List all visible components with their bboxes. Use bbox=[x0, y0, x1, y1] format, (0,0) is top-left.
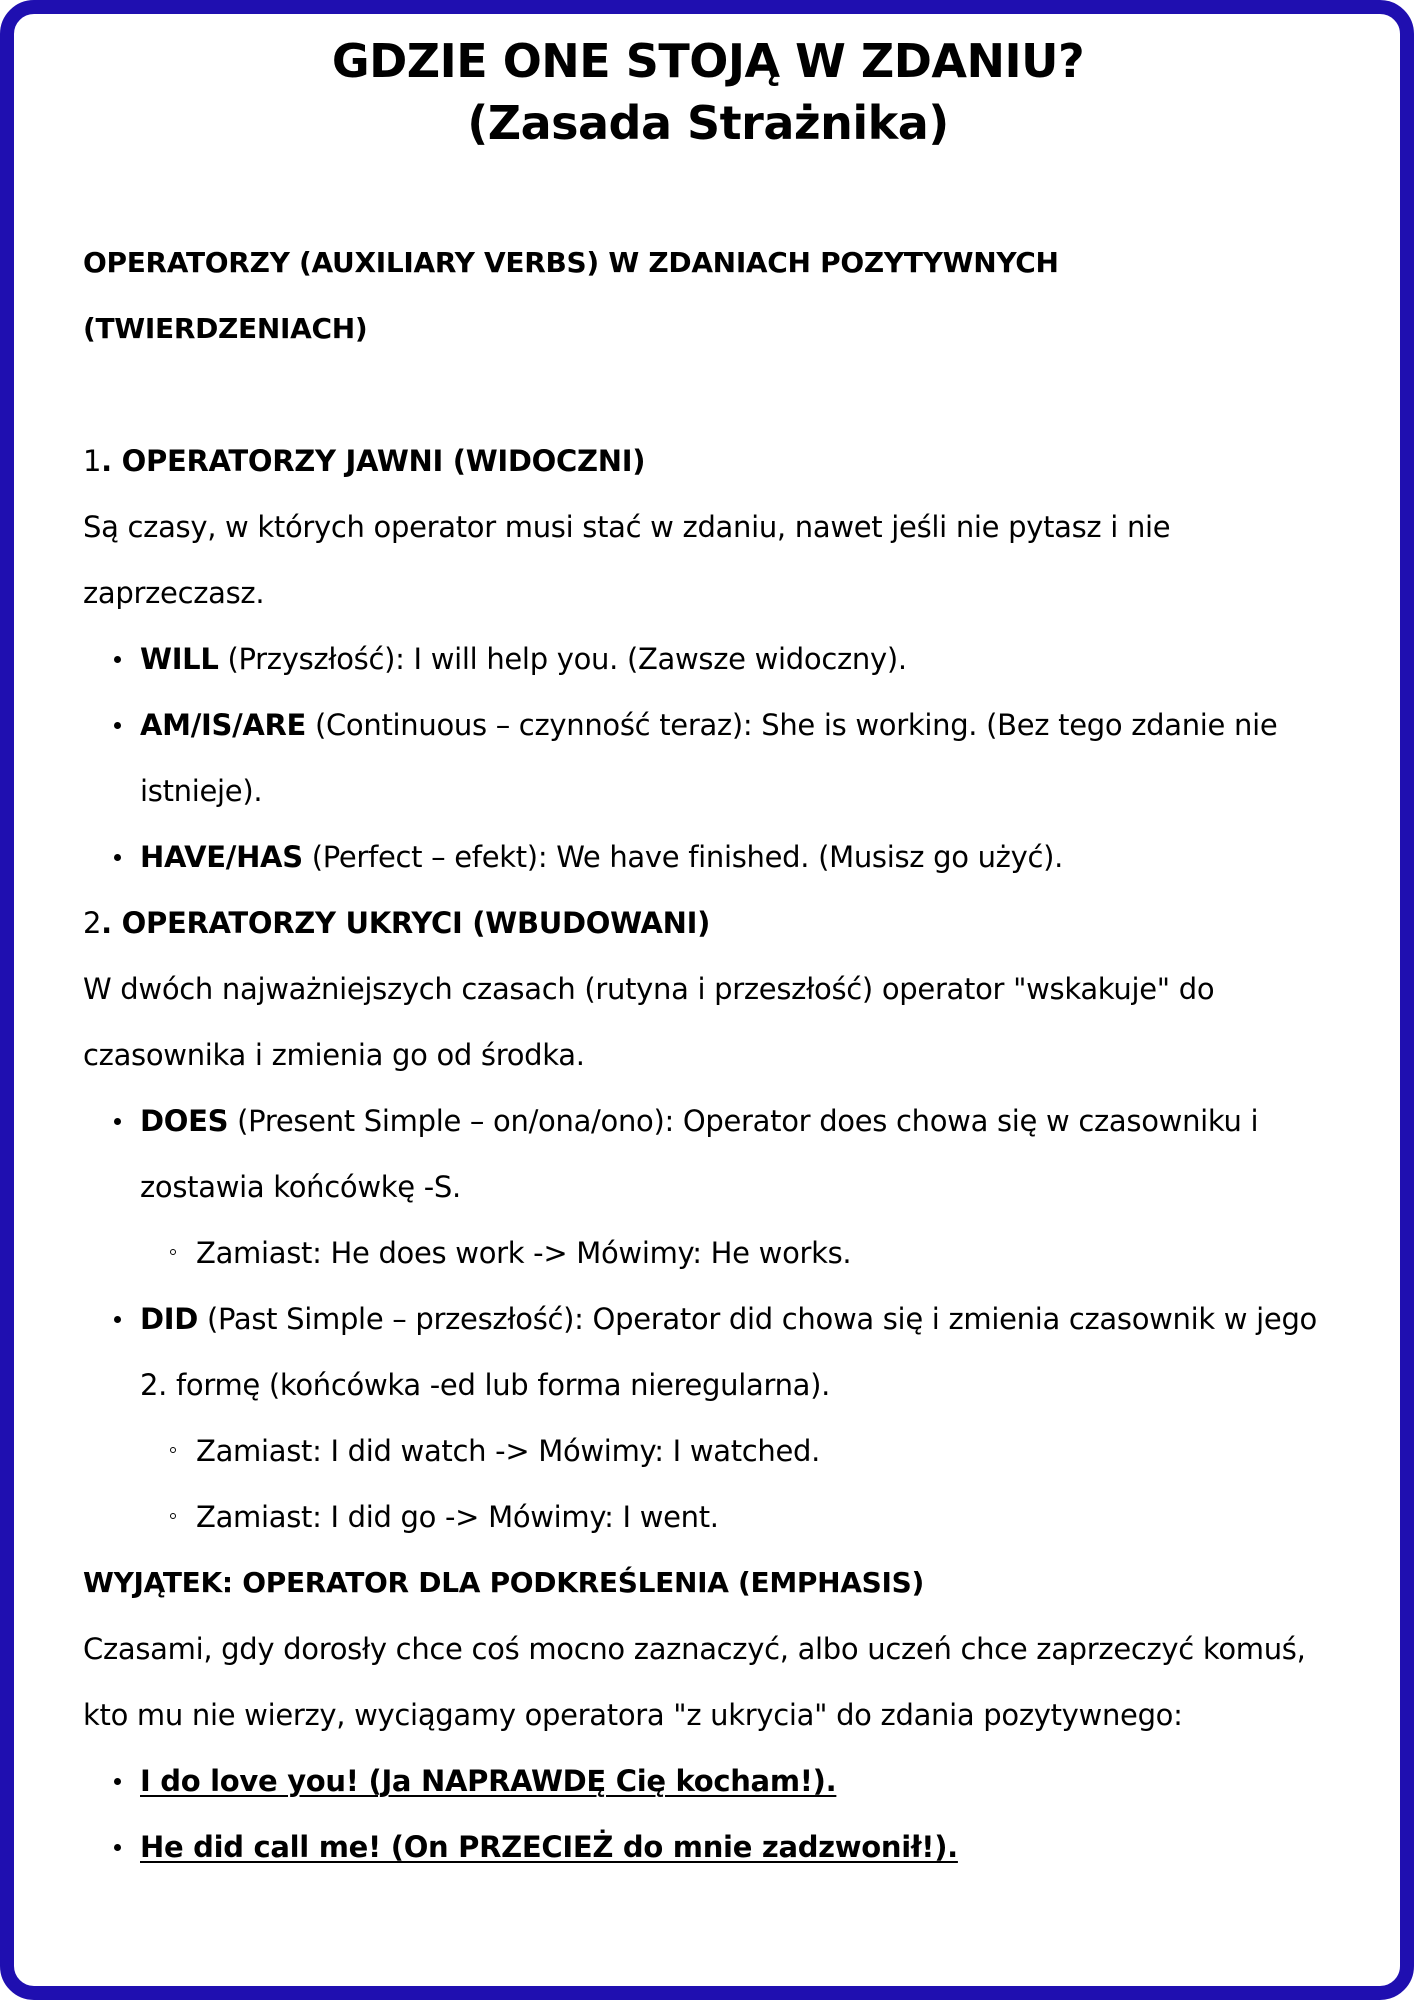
item-text: (Past Simple – przeszłość): Operator did chowa się i zmienia czasownik w jego 2. formę (końcówka -ed lub forma nieregularna). bbox=[140, 1302, 1317, 1402]
list-item bbox=[83, 626, 1333, 692]
spacer bbox=[83, 362, 1333, 428]
list-item bbox=[83, 1286, 1333, 1550]
item-keyword: AM/IS/ARE bbox=[140, 708, 307, 742]
section2-title: . OPERATORZY UKRYCI (WBUDOWANI) bbox=[101, 906, 711, 940]
page-title bbox=[83, 30, 1333, 154]
item-keyword: DID bbox=[140, 1302, 199, 1336]
section1-title: . OPERATORZY JAWNI (WIDOCZNI) bbox=[101, 444, 646, 478]
exception-heading: WYJĄTEK: OPERATOR DLA PODKREŚLENIA (EMPHASIS) bbox=[83, 1566, 924, 1599]
item-text: (Continuous – czynność teraz): She is working. (Bez tego zdanie nie istnieje). bbox=[140, 708, 1278, 808]
emphasis-example: I do love you! (Ja NAPRAWDĘ Cię kocham!). bbox=[140, 1764, 837, 1798]
item-keyword: DOES bbox=[140, 1104, 229, 1138]
item-text: (Przyszłość): I will help you. (Zawsze widoczny). bbox=[218, 642, 907, 676]
main-heading-line-2: (TWIERDZENIACH) bbox=[83, 312, 368, 345]
list-item bbox=[83, 1814, 1333, 1880]
section1-intro: Są czasy, w których operator musi stać w zdaniu, nawet jeśli nie pytasz i nie zaprzeczasz. bbox=[83, 510, 1171, 610]
section2-intro: W dwóch najważniejszych czasach (rutyna i przeszłość) operator "wskakuje" do czasownika i zmienia go od środka. bbox=[83, 972, 1215, 1072]
exception-intro: Czasami, gdy dorosły chce coś mocno zaznaczyć, albo uczeń chce zaprzeczyć komuś, kto mu nie wierzy, wyciągamy operatora "z ukrycia" do zdania pozytywnego: bbox=[83, 1632, 1306, 1732]
exception-examples bbox=[83, 1748, 1333, 1880]
section1-heading bbox=[83, 428, 1333, 494]
sub-list bbox=[140, 1418, 1333, 1550]
title-line-2: (Zasada Strażnika) bbox=[467, 96, 949, 150]
sub-list-item: Zamiast: I did watch -> Mówimy: I watched. bbox=[140, 1418, 1333, 1484]
sub-list-item: Zamiast: I did go -> Mówimy: I went. bbox=[140, 1484, 1333, 1550]
section2-list bbox=[83, 1088, 1333, 1550]
main-heading bbox=[83, 230, 1333, 362]
list-item bbox=[83, 1748, 1333, 1814]
list-item bbox=[83, 824, 1333, 890]
section2-heading bbox=[83, 890, 1333, 956]
section1-list bbox=[83, 626, 1333, 890]
document-content bbox=[83, 30, 1333, 1880]
item-keyword: HAVE/HAS bbox=[140, 840, 303, 874]
item-text: (Perfect – efekt): We have finished. (Musisz go użyć). bbox=[302, 840, 1064, 874]
title-line-1: GDZIE ONE STOJĄ W ZDANIU? bbox=[331, 34, 1085, 88]
list-item bbox=[83, 692, 1333, 824]
item-keyword: WILL bbox=[140, 642, 219, 676]
emphasis-example: He did call me! (On PRZECIEŻ do mnie zadzwonił!). bbox=[140, 1830, 958, 1864]
section1-number: 1 bbox=[83, 444, 102, 478]
sub-list-item: Zamiast: He does work -> Mówimy: He works. bbox=[140, 1220, 1333, 1286]
item-text: (Present Simple – on/ona/ono): Operator does chowa się w czasowniku i zostawia końcówkę -S. bbox=[140, 1104, 1259, 1204]
list-item bbox=[83, 1088, 1333, 1286]
sub-list bbox=[140, 1220, 1333, 1286]
main-heading-line-1: OPERATORZY (AUXILIARY VERBS) W ZDANIACH POZYTYWNYCH bbox=[83, 246, 1059, 279]
section2-number: 2 bbox=[83, 906, 102, 940]
